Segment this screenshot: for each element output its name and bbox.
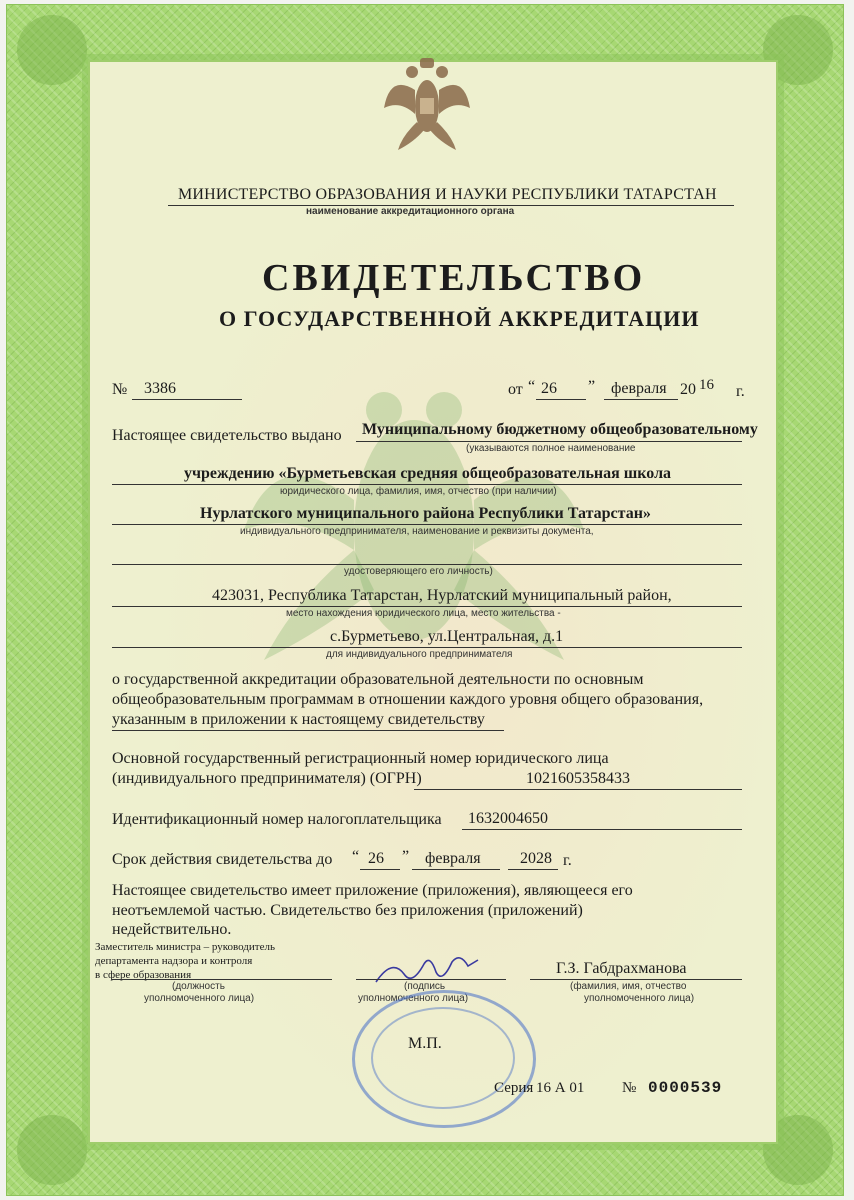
seal-place-label: М.П. [408, 1035, 442, 1052]
corner-ornament [17, 1115, 87, 1185]
caption: (указываются полное наименование [466, 443, 636, 454]
holder-name-line-3: Нурлатского муниципального района Республики Татарстан» [200, 505, 651, 522]
underline [412, 869, 500, 870]
caption: уполномоченного лица) [358, 993, 469, 1004]
holder-name-line-1: Муниципальному бюджетному общеобразовательному [362, 421, 758, 438]
underline [462, 829, 742, 830]
number-label: № [112, 381, 128, 398]
valid-day: 26 [368, 850, 384, 867]
number-underline [132, 399, 242, 400]
ogrn-text-line-2: (индивидуального предпринимателя) (ОГРН) [112, 770, 422, 787]
caption: уполномоченного лица) [584, 993, 695, 1004]
quote-close: ” [402, 848, 410, 865]
blank-number-label: № [622, 1080, 637, 1096]
appendix-text-line-1: Настоящее свидетельство имеет приложение (приложения), являющееся его [112, 882, 633, 899]
ogrn-value: 1021605358433 [526, 770, 630, 787]
holder-name-line-2: учреждению «Бурметьевская средняя общеобразовательная школа [184, 465, 672, 482]
underline [112, 564, 742, 565]
quote-close: ” [588, 378, 596, 395]
series-value: 16 А 01 [536, 1080, 585, 1096]
document-title: СВИДЕТЕЛЬСТВО [262, 257, 646, 299]
date-from-label: от [508, 381, 523, 398]
authority-caption: наименование аккредитационного органа [306, 206, 515, 217]
signer-position-line-2: департамента надзора и контроля [95, 955, 253, 967]
signer-position-line-3: в сфере образования [95, 969, 192, 981]
underline [112, 606, 742, 607]
validity-label: Срок действия свидетельства до [112, 851, 333, 868]
month-underline [604, 399, 678, 400]
underline [508, 869, 558, 870]
issued-label: Настоящее свидетельство выдано [112, 427, 342, 444]
certificate-number: 3386 [144, 380, 176, 397]
quote-open: “ [528, 378, 536, 395]
caption: (подпись [404, 981, 446, 992]
underline [530, 979, 742, 980]
day-underline [536, 399, 586, 400]
coat-of-arms-icon [382, 56, 472, 152]
valid-year: 2028 [520, 850, 552, 867]
authority-name: МИНИСТЕРСТВО ОБРАЗОВАНИЯ И НАУКИ РЕСПУБЛИКИ ТАТАРСТАН [178, 186, 717, 203]
underline [112, 979, 332, 980]
appendix-text-line-3: недействительно. [112, 921, 232, 938]
underline [112, 647, 742, 648]
underline [112, 524, 742, 525]
signer-name: Г.З. Габдрахманова [556, 960, 687, 977]
caption: удостоверяющего его личность) [344, 566, 493, 577]
underline [414, 789, 742, 790]
underline [112, 484, 742, 485]
appendix-text-line-2: неотъемлемой частью. Свидетельство без приложения (приложений) [112, 902, 583, 919]
accreditation-text-line-1: о государственной аккредитации образовательной деятельности по основным [112, 671, 644, 688]
address-line-2: с.Бурметьево, ул.Центральная, д.1 [330, 628, 564, 645]
caption: место нахождения юридического лица, место жительства - [286, 608, 561, 619]
inn-value: 1632004650 [468, 810, 548, 827]
blank-number: 0000539 [648, 1079, 723, 1097]
valid-year-label: г. [563, 852, 572, 869]
issue-day: 26 [541, 380, 557, 397]
caption: индивидуального предпринимателя, наименование и реквизиты документа, [240, 526, 594, 537]
caption: для индивидуального предпринимателя [326, 649, 513, 660]
official-seal [352, 990, 536, 1128]
issue-month: февраля [611, 380, 667, 397]
ogrn-text-line-1: Основной государственный регистрационный номер юридического лица [112, 750, 609, 767]
caption: (должность [172, 981, 225, 992]
inn-label: Идентификационный номер налогоплательщика [112, 811, 442, 828]
address-line-1: 423031, Республика Татарстан, Нурлатский муниципальный район, [212, 587, 672, 604]
underline [356, 979, 506, 980]
underline [112, 730, 504, 731]
series-label: Серия [494, 1080, 534, 1096]
signer-position-line-1: Заместитель министра – руководитель [95, 941, 275, 953]
caption: уполномоченного лица) [144, 993, 255, 1004]
quote-open: “ [352, 848, 360, 865]
underline [356, 441, 742, 442]
issue-year-suffix: 16 [699, 377, 714, 393]
valid-month: февраля [425, 850, 481, 867]
year-label: г. [736, 383, 745, 400]
accreditation-text-line-2: общеобразовательным программам в отношении каждого уровня общего образования, [112, 691, 704, 708]
year-prefix: 20 [680, 381, 696, 398]
caption: юридического лица, фамилия, имя, отчество (при наличии) [280, 486, 557, 497]
underline [360, 869, 400, 870]
accreditation-text-line-3: указанным в приложении к настоящему свидетельству [112, 711, 485, 728]
corner-ornament [17, 15, 87, 85]
document-subtitle: О ГОСУДАРСТВЕННОЙ АККРЕДИТАЦИИ [219, 306, 700, 331]
caption: (фамилия, имя, отчество [570, 981, 687, 992]
